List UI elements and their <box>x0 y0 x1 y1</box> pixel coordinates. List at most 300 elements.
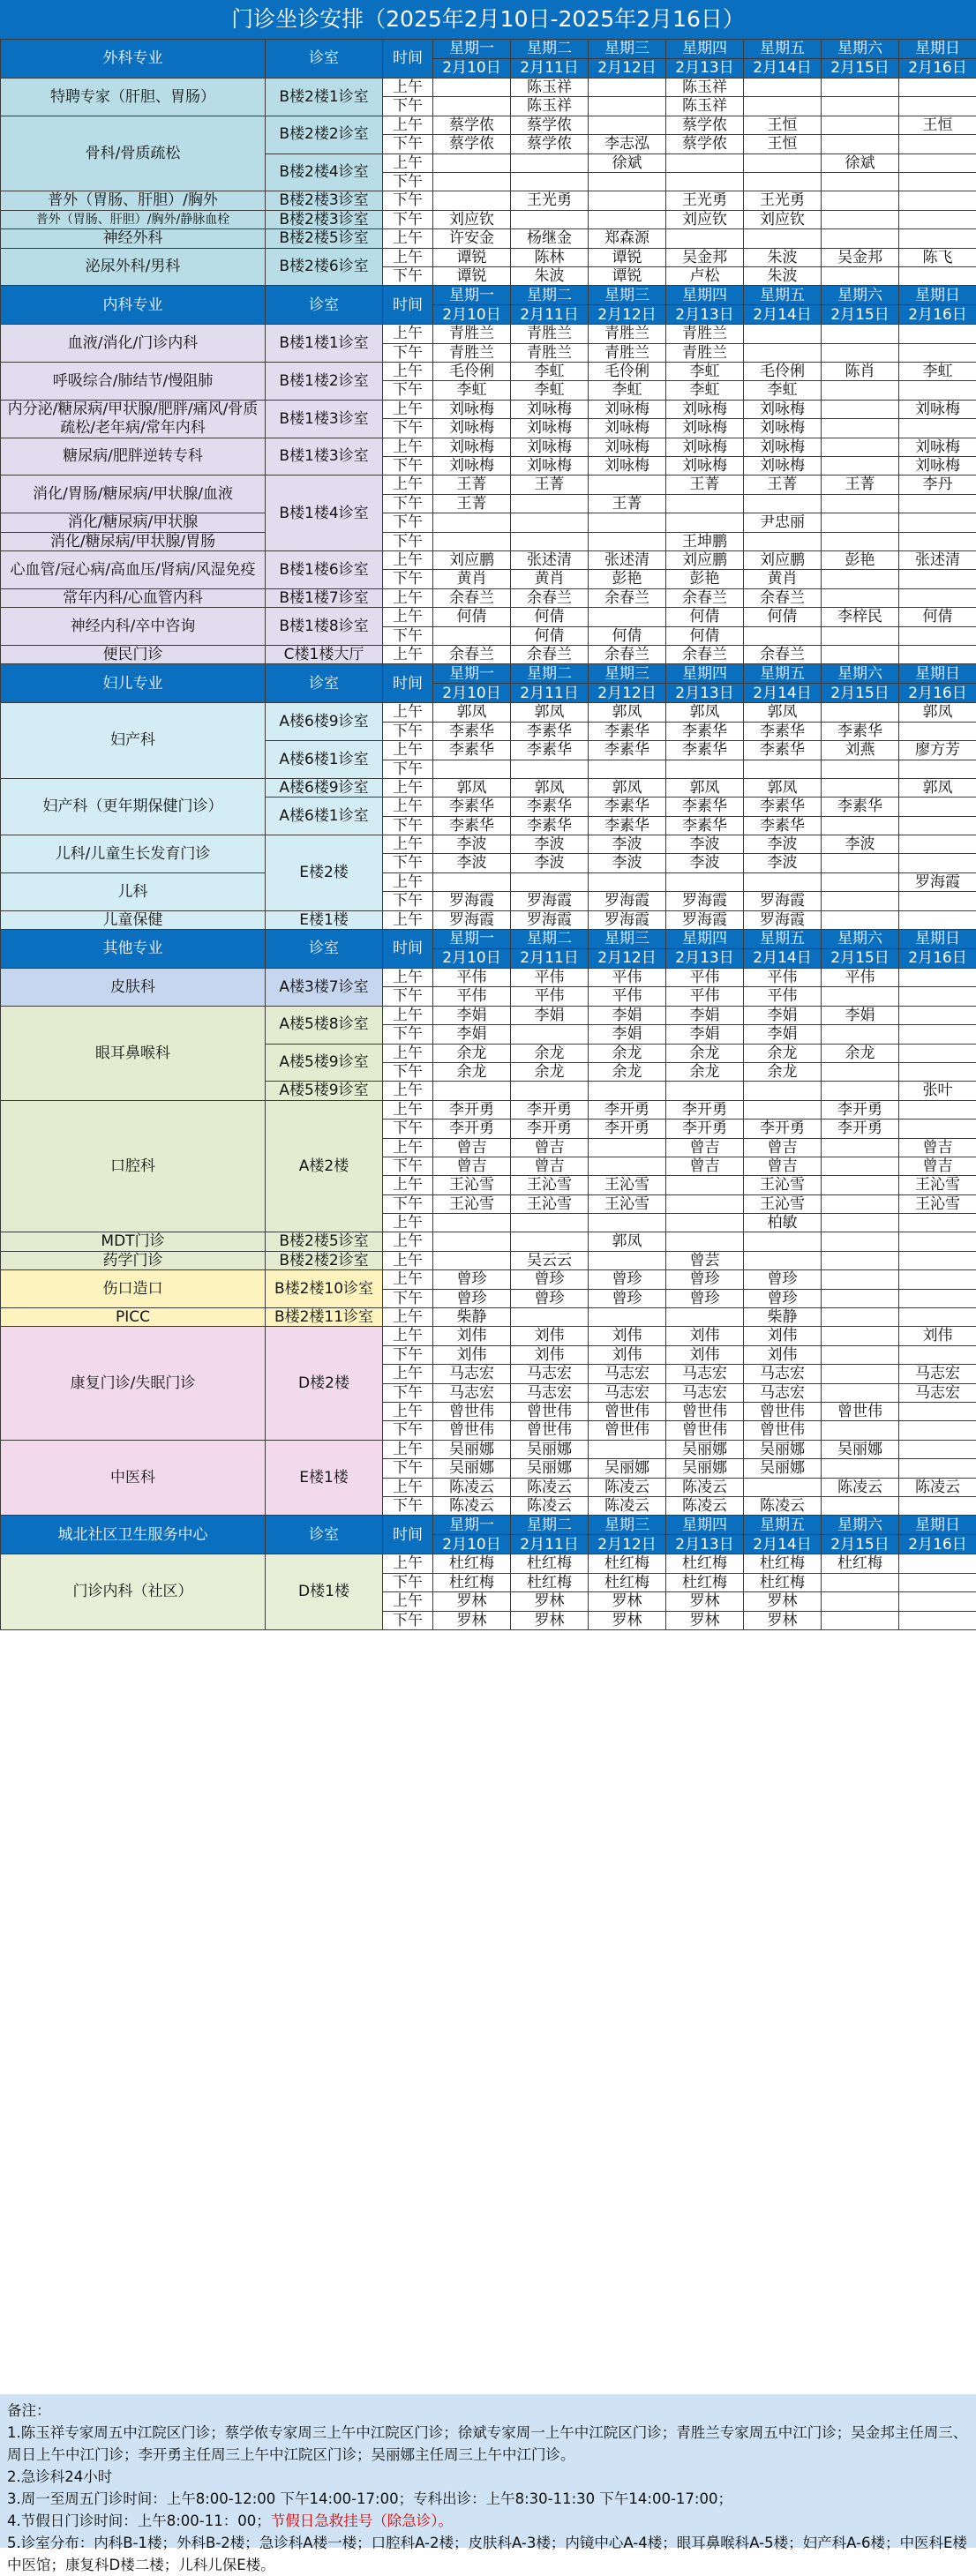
time-slot: 上午 <box>383 476 433 494</box>
doctor-cell <box>899 1554 976 1573</box>
doctor-cell <box>899 1062 976 1081</box>
room-name: A楼6楼1诊室 <box>266 798 383 835</box>
doctor-cell: 王光勇 <box>511 191 589 210</box>
room-name: D楼1楼 <box>266 1554 383 1630</box>
doctor-cell: 平伟 <box>744 969 822 987</box>
doctor-cell: 杜红梅 <box>589 1573 666 1591</box>
doctor-cell <box>511 1025 589 1044</box>
schedule-row <box>1 1251 976 1269</box>
doctor-cell: 李素华 <box>822 722 899 740</box>
weekday-header: 星期一 <box>433 40 511 59</box>
schedule-row <box>1 588 976 607</box>
doctor-cell: 王沁雪 <box>744 1194 822 1213</box>
doctor-cell <box>822 1176 899 1194</box>
time-slot: 下午 <box>383 494 433 513</box>
doctor-cell <box>822 892 899 910</box>
doctor-cell: 陈凌云 <box>589 1496 666 1515</box>
doctor-cell <box>822 116 899 134</box>
time-slot: 上午 <box>383 835 433 854</box>
doctor-cell: 曾吉 <box>433 1157 511 1175</box>
doctor-cell: 李开勇 <box>822 1100 899 1119</box>
doctor-cell <box>744 229 822 248</box>
time-slot: 下午 <box>383 210 433 228</box>
doctor-cell: 王菁 <box>433 494 511 513</box>
doctor-cell: 青胜兰 <box>433 325 511 343</box>
time-slot: 上午 <box>383 1251 433 1269</box>
doctor-cell <box>744 79 822 97</box>
schedule-row <box>1 363 976 381</box>
section-title: 城北社区卫生服务中心 <box>1 1516 266 1554</box>
time-slot: 上午 <box>383 438 433 456</box>
doctor-cell: 李虹 <box>511 363 589 381</box>
time-slot: 下午 <box>383 760 433 778</box>
doctor-cell: 毛伶俐 <box>433 363 511 381</box>
room-header: 诊室 <box>266 664 383 703</box>
doctor-cell: 李娟 <box>589 1025 666 1044</box>
doctor-cell <box>511 154 589 172</box>
doctor-cell: 李虹 <box>433 381 511 400</box>
doctor-cell <box>899 419 976 438</box>
time-slot: 下午 <box>383 135 433 154</box>
doctor-cell <box>899 1232 976 1251</box>
weekday-header: 星期五 <box>744 40 822 59</box>
time-header: 时间 <box>383 664 433 703</box>
doctor-cell <box>822 1365 899 1383</box>
doctor-cell: 曾吉 <box>899 1157 976 1175</box>
room-name: A楼6楼1诊室 <box>266 741 383 779</box>
doctor-cell <box>822 1062 899 1081</box>
doctor-cell: 李开勇 <box>589 1100 666 1119</box>
doctor-cell <box>822 343 899 362</box>
doctor-cell: 曾吉 <box>433 1138 511 1157</box>
doctor-cell <box>511 1082 589 1100</box>
doctor-cell: 李娟 <box>433 1025 511 1044</box>
doctor-cell: 王坤鹏 <box>666 532 744 550</box>
room-name: B楼2楼4诊室 <box>266 154 383 191</box>
doctor-cell: 王沁雪 <box>511 1176 589 1194</box>
room-name: B楼2楼6诊室 <box>266 248 383 286</box>
department-name: 泌尿外科/男科 <box>1 248 266 286</box>
doctor-cell <box>822 532 899 550</box>
doctor-cell: 谭锐 <box>589 248 666 266</box>
doctor-cell: 蔡学侬 <box>433 135 511 154</box>
time-slot: 上午 <box>383 1308 433 1327</box>
doctor-cell <box>511 172 589 191</box>
room-name: B楼2楼5诊室 <box>266 1232 383 1251</box>
doctor-cell: 罗林 <box>589 1611 666 1629</box>
doctor-cell: 刘咏梅 <box>589 438 666 456</box>
schedule-row <box>1 608 976 626</box>
doctor-cell: 蔡学侬 <box>433 116 511 134</box>
doctor-cell: 李开勇 <box>666 1100 744 1119</box>
department-name: 妇产科（更年期保健门诊） <box>1 778 266 835</box>
doctor-cell: 刘应钦 <box>433 210 511 228</box>
weekday-header: 星期一 <box>433 930 511 949</box>
doctor-cell: 许安金 <box>433 229 511 248</box>
doctor-cell: 陈玉祥 <box>666 97 744 116</box>
room-name: B楼1楼4诊室 <box>266 476 383 551</box>
doctor-cell <box>666 1082 744 1100</box>
doctor-cell <box>822 1345 899 1364</box>
time-header: 时间 <box>383 1516 433 1554</box>
doctor-cell <box>433 532 511 550</box>
room-name: E楼1楼 <box>266 1440 383 1516</box>
doctor-cell <box>822 910 899 929</box>
doctor-cell <box>433 1082 511 1100</box>
doctor-cell: 余春兰 <box>511 588 589 607</box>
doctor-cell <box>822 1383 899 1402</box>
doctor-cell: 吴丽娜 <box>822 1440 899 1458</box>
doctor-cell: 柏敏 <box>744 1214 822 1232</box>
doctor-cell <box>433 79 511 97</box>
doctor-cell: 李开勇 <box>666 1120 744 1138</box>
time-slot: 上午 <box>383 910 433 929</box>
doctor-cell: 李波 <box>589 835 666 854</box>
room-name: A楼6楼9诊室 <box>266 703 383 741</box>
weekday-header: 星期四 <box>666 1516 744 1535</box>
time-slot: 上午 <box>383 363 433 381</box>
doctor-cell: 曾珍 <box>511 1289 589 1307</box>
schedule-row <box>1 969 976 987</box>
doctor-cell <box>822 1573 899 1591</box>
doctor-cell <box>899 154 976 172</box>
doctor-cell <box>744 760 822 778</box>
doctor-cell: 李素华 <box>666 816 744 835</box>
doctor-cell: 曾世伟 <box>433 1403 511 1421</box>
doctor-cell: 李素华 <box>511 722 589 740</box>
doctor-cell: 余龙 <box>511 1062 589 1081</box>
doctor-cell <box>822 513 899 532</box>
room-name: A楼6楼9诊室 <box>266 778 383 797</box>
department-name: 儿科 <box>1 872 266 910</box>
weekday-header: 星期一 <box>433 1516 511 1535</box>
time-slot: 下午 <box>383 191 433 210</box>
section-title: 妇儿专业 <box>1 664 266 703</box>
doctor-cell <box>899 987 976 1006</box>
section-header-row <box>1 1516 976 1535</box>
doctor-cell: 罗海霞 <box>589 892 666 910</box>
doctor-cell: 陈凌云 <box>899 1478 976 1496</box>
doctor-cell <box>899 854 976 872</box>
doctor-cell <box>822 325 899 343</box>
department-name: 消化/糖尿病/甲状腺/胃肠 <box>1 532 266 550</box>
doctor-cell: 平伟 <box>433 987 511 1006</box>
doctor-cell: 杜红梅 <box>666 1554 744 1573</box>
time-slot: 下午 <box>383 1289 433 1307</box>
schedule-row <box>1 1006 976 1024</box>
time-slot: 上午 <box>383 1176 433 1194</box>
schedule-row <box>1 476 976 494</box>
date-header: 2月15日 <box>822 684 899 703</box>
doctor-cell <box>589 760 666 778</box>
room-name: A楼5楼9诊室 <box>266 1082 383 1100</box>
schedule-row <box>1 872 976 891</box>
doctor-cell <box>822 1025 899 1044</box>
time-slot: 上午 <box>383 1270 433 1289</box>
doctor-cell: 余龙 <box>511 1044 589 1062</box>
time-slot: 下午 <box>383 1157 433 1175</box>
doctor-cell: 郭凤 <box>511 778 589 797</box>
room-name: A楼5楼9诊室 <box>266 1044 383 1082</box>
weekday-header: 星期日 <box>899 1516 976 1535</box>
time-slot: 下午 <box>383 1025 433 1044</box>
doctor-cell: 吴丽娜 <box>589 1459 666 1478</box>
time-slot: 上午 <box>383 1327 433 1345</box>
doctor-cell: 李素华 <box>744 816 822 835</box>
time-slot: 上午 <box>383 1100 433 1119</box>
doctor-cell: 罗林 <box>511 1592 589 1611</box>
time-slot: 下午 <box>383 892 433 910</box>
weekday-header: 星期二 <box>511 664 589 684</box>
date-header: 2月15日 <box>822 949 899 969</box>
doctor-cell <box>822 1082 899 1100</box>
doctor-cell: 余春兰 <box>511 645 589 663</box>
doctor-cell: 何倩 <box>744 608 822 626</box>
doctor-cell: 谭锐 <box>433 248 511 266</box>
doctor-cell: 马志宏 <box>744 1383 822 1402</box>
doctor-cell <box>899 645 976 663</box>
date-header: 2月13日 <box>666 59 744 79</box>
doctor-cell: 余龙 <box>744 1062 822 1081</box>
time-slot: 下午 <box>383 457 433 476</box>
doctor-cell: 曾吉 <box>899 1138 976 1157</box>
time-header: 时间 <box>383 40 433 79</box>
doctor-cell <box>744 1251 822 1269</box>
schedule-row <box>1 703 976 722</box>
date-header: 2月15日 <box>822 1535 899 1554</box>
doctor-cell: 青胜兰 <box>666 325 744 343</box>
doctor-cell: 王沁雪 <box>744 1176 822 1194</box>
date-header: 2月12日 <box>589 1535 666 1554</box>
doctor-cell <box>589 513 666 532</box>
doctor-cell: 李波 <box>511 835 589 854</box>
doctor-cell: 廖方芳 <box>899 741 976 760</box>
doctor-cell <box>822 816 899 835</box>
doctor-cell <box>822 588 899 607</box>
doctor-cell <box>744 1478 822 1496</box>
doctor-cell <box>899 1459 976 1478</box>
doctor-cell <box>822 760 899 778</box>
schedule-row <box>1 229 976 248</box>
department-name: 普外（胃肠、肝胆）/胸外/静脉血栓 <box>1 210 266 228</box>
doctor-cell: 李波 <box>744 835 822 854</box>
doctor-cell: 刘伟 <box>433 1327 511 1345</box>
doctor-cell: 余春兰 <box>666 588 744 607</box>
room-name: A楼3楼7诊室 <box>266 969 383 1007</box>
department-name: 神经内科/卒中咨询 <box>1 608 266 646</box>
doctor-cell: 刘伟 <box>744 1327 822 1345</box>
weekday-header: 星期四 <box>666 40 744 59</box>
doctor-cell <box>822 778 899 797</box>
doctor-cell: 平伟 <box>744 987 822 1006</box>
doctor-cell: 马志宏 <box>744 1365 822 1383</box>
doctor-cell: 刘伟 <box>666 1327 744 1345</box>
doctor-cell <box>899 1044 976 1062</box>
doctor-cell <box>433 172 511 191</box>
doctor-cell: 李梓民 <box>822 608 899 626</box>
time-slot: 下午 <box>383 1194 433 1213</box>
doctor-cell <box>744 532 822 550</box>
time-slot: 下午 <box>383 1611 433 1629</box>
room-name: B楼1楼1诊室 <box>266 325 383 363</box>
department-name: 儿科/儿童生长发育门诊 <box>1 835 266 873</box>
doctor-cell: 郭凤 <box>666 778 744 797</box>
department-name: 门诊内科（社区） <box>1 1554 266 1630</box>
time-slot: 上午 <box>383 703 433 722</box>
doctor-cell <box>899 135 976 154</box>
doctor-cell: 平伟 <box>666 987 744 1006</box>
doctor-cell: 李娟 <box>666 1025 744 1044</box>
doctor-cell <box>899 1251 976 1269</box>
doctor-cell: 曾吉 <box>744 1157 822 1175</box>
time-slot: 上午 <box>383 608 433 626</box>
doctor-cell: 罗海霞 <box>511 892 589 910</box>
date-header: 2月12日 <box>589 305 666 325</box>
department-name: 皮肤科 <box>1 969 266 1007</box>
room-name: B楼1楼8诊室 <box>266 608 383 646</box>
room-name: B楼1楼2诊室 <box>266 363 383 401</box>
doctor-cell: 何倩 <box>433 608 511 626</box>
date-header: 2月13日 <box>666 684 744 703</box>
time-slot: 上午 <box>383 1138 433 1157</box>
schedule-row <box>1 1100 976 1119</box>
doctor-cell: 王菁 <box>433 476 511 494</box>
doctor-cell <box>899 191 976 210</box>
doctor-cell: 谭锐 <box>589 266 666 285</box>
doctor-cell: 曾珍 <box>744 1289 822 1307</box>
doctor-cell: 李开勇 <box>433 1100 511 1119</box>
weekday-header: 星期五 <box>744 286 822 305</box>
date-header: 2月15日 <box>822 59 899 79</box>
doctor-cell: 毛伶俐 <box>744 363 822 381</box>
doctor-cell <box>899 798 976 816</box>
doctor-cell <box>589 1157 666 1175</box>
doctor-cell: 李素华 <box>589 722 666 740</box>
doctor-cell <box>589 79 666 97</box>
doctor-cell: 余春兰 <box>589 588 666 607</box>
room-name: B楼1楼6诊室 <box>266 550 383 588</box>
department-name: 心血管/冠心病/高血压/肾病/风湿免疫 <box>1 550 266 588</box>
section-header-row <box>1 664 976 684</box>
doctor-cell: 郭凤 <box>433 778 511 797</box>
doctor-cell <box>899 722 976 740</box>
doctor-cell <box>744 1082 822 1100</box>
doctor-cell: 张述清 <box>511 550 589 569</box>
doctor-cell: 李娟 <box>433 1006 511 1024</box>
doctor-cell: 刘伟 <box>744 1345 822 1364</box>
doctor-cell <box>589 210 666 228</box>
department-name: PICC <box>1 1308 266 1327</box>
schedule-row <box>1 325 976 343</box>
weekday-header: 星期四 <box>666 930 744 949</box>
doctor-cell <box>666 1194 744 1213</box>
doctor-cell <box>744 154 822 172</box>
doctor-cell: 青胜兰 <box>589 343 666 362</box>
time-slot: 下午 <box>383 419 433 438</box>
doctor-cell <box>589 1440 666 1458</box>
time-header: 时间 <box>383 930 433 969</box>
doctor-cell: 李虹 <box>666 381 744 400</box>
doctor-cell <box>822 97 899 116</box>
date-header: 2月14日 <box>744 305 822 325</box>
doctor-cell: 李虹 <box>744 381 822 400</box>
doctor-cell: 吴金邦 <box>666 248 744 266</box>
doctor-cell: 罗海霞 <box>511 910 589 929</box>
time-slot: 上午 <box>383 1592 433 1611</box>
note-line: 5.诊室分布：内科B-1楼；外科B-2楼；急诊科A楼一楼；口腔科A-2楼；皮肤科A-3楼；内镜中心A-4楼；眼耳鼻喉科A-5楼；妇产科A-6楼；中医科E楼中医馆；康复科D楼二楼；儿科儿保E楼。 <box>7 2532 969 2576</box>
doctor-cell: 郭凤 <box>589 1232 666 1251</box>
doctor-cell: 李素华 <box>589 816 666 835</box>
date-header: 2月10日 <box>433 1535 511 1554</box>
doctor-cell <box>666 154 744 172</box>
doctor-cell: 吴金邦 <box>822 248 899 266</box>
doctor-cell <box>899 835 976 854</box>
doctor-cell: 罗林 <box>666 1611 744 1629</box>
doctor-cell <box>511 1308 589 1327</box>
time-slot: 下午 <box>383 172 433 191</box>
doctor-cell <box>511 760 589 778</box>
doctor-cell: 陈凌云 <box>433 1478 511 1496</box>
doctor-cell: 余龙 <box>433 1062 511 1081</box>
schedule-row <box>1 910 976 929</box>
doctor-cell: 陈林 <box>511 248 589 266</box>
time-slot: 上午 <box>383 1044 433 1062</box>
doctor-cell: 蔡学侬 <box>511 135 589 154</box>
doctor-cell: 罗海霞 <box>433 910 511 929</box>
doctor-cell: 马志宏 <box>899 1383 976 1402</box>
date-header: 2月11日 <box>511 1535 589 1554</box>
doctor-cell: 黄肖 <box>511 570 589 588</box>
doctor-cell <box>589 1308 666 1327</box>
time-slot: 上午 <box>383 550 433 569</box>
doctor-cell: 王沁雪 <box>899 1194 976 1213</box>
doctor-cell: 刘咏梅 <box>899 438 976 456</box>
doctor-cell: 李波 <box>511 854 589 872</box>
doctor-cell: 彭艳 <box>822 550 899 569</box>
doctor-cell: 王沁雪 <box>899 1176 976 1194</box>
doctor-cell: 朱波 <box>744 248 822 266</box>
doctor-cell: 刘咏梅 <box>666 400 744 418</box>
doctor-cell <box>822 266 899 285</box>
time-slot: 上午 <box>383 1232 433 1251</box>
room-header: 诊室 <box>266 930 383 969</box>
doctor-cell: 曾世伟 <box>589 1421 666 1440</box>
time-slot: 上午 <box>383 1365 433 1383</box>
doctor-cell: 李志泓 <box>589 135 666 154</box>
doctor-cell: 吴丽娜 <box>666 1459 744 1478</box>
room-name: B楼2楼5诊室 <box>266 229 383 248</box>
schedule-row <box>1 1308 976 1327</box>
doctor-cell: 马志宏 <box>511 1383 589 1402</box>
doctor-cell <box>899 97 976 116</box>
doctor-cell: 刘伟 <box>511 1327 589 1345</box>
doctor-cell <box>899 1573 976 1591</box>
doctor-cell <box>589 608 666 626</box>
doctor-cell: 王恒 <box>744 135 822 154</box>
doctor-cell: 吴丽娜 <box>433 1459 511 1478</box>
schedule-row <box>1 1327 976 1345</box>
doctor-cell <box>822 210 899 228</box>
doctor-cell: 曾世伟 <box>511 1421 589 1440</box>
doctor-cell <box>899 1421 976 1440</box>
doctor-cell: 余龙 <box>589 1044 666 1062</box>
doctor-cell: 李开勇 <box>589 1120 666 1138</box>
weekday-header: 星期二 <box>511 1516 589 1535</box>
weekday-header: 星期六 <box>822 930 899 949</box>
doctor-cell <box>899 1592 976 1611</box>
department-name: 消化/胃肠/糖尿病/甲状腺/血液 <box>1 476 266 513</box>
doctor-cell: 罗林 <box>511 1611 589 1629</box>
